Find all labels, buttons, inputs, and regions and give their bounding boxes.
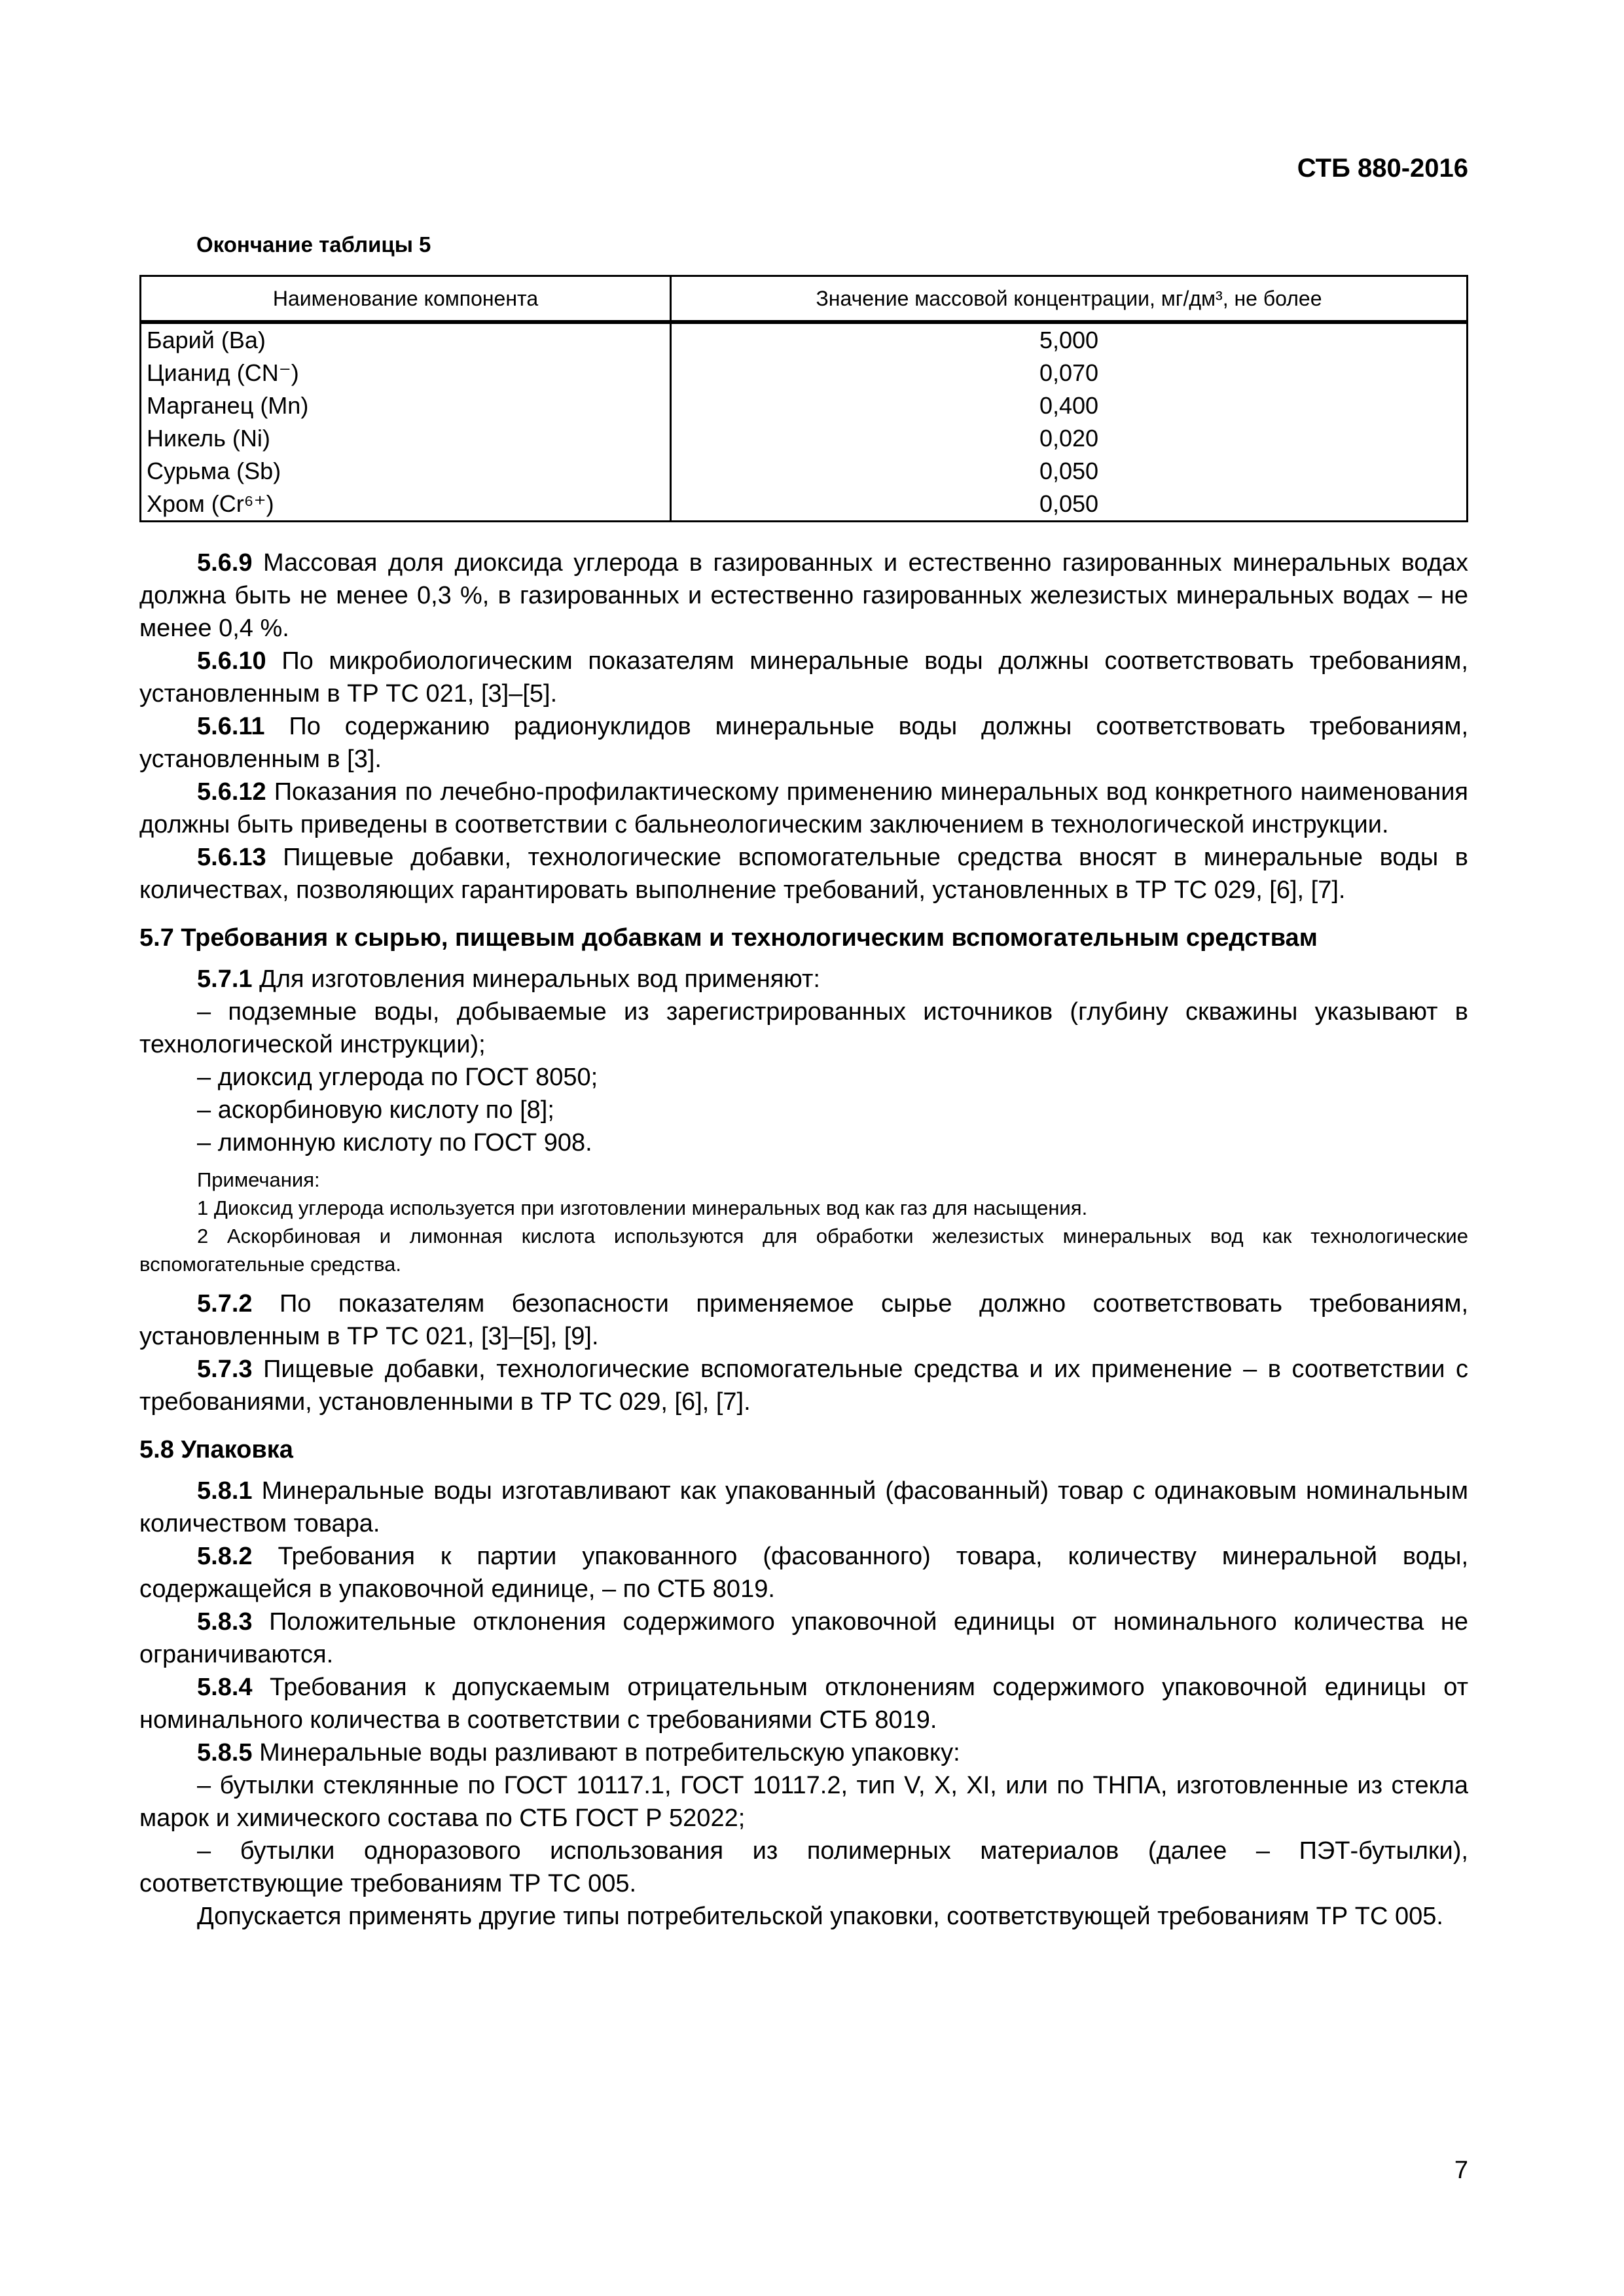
table-row <box>141 389 1468 422</box>
clause-text: По микробиологическим показателям минеральные воды должны соответствовать требованиям, установленным в ТР ТС 021, [3]–[5]. <box>139 647 1468 708</box>
clause-5-6-10 <box>139 645 1468 710</box>
clause-text: Минеральные воды разливают в потребительскую упаковку: <box>252 1739 960 1767</box>
component-name: Сурьма (Sb) <box>141 455 671 488</box>
table-caption: Окончание таблицы 5 <box>196 232 431 257</box>
clause-5-8-1 <box>139 1475 1468 1540</box>
clause-text: Требования к партии упакованного (фасованного) товара, количеству минеральной воды, содержащейся в упаковочной единице, – по СТБ 8019. <box>139 1543 1468 1603</box>
component-name: Никель (Ni) <box>141 422 671 455</box>
clause-5-7-2 <box>139 1287 1468 1353</box>
component-value: 0,050 <box>671 455 1468 488</box>
table-row <box>141 422 1468 455</box>
clause-number: 5.6.10 <box>197 647 266 675</box>
table-header-row <box>141 276 1468 323</box>
document-code: СТБ 880-2016 <box>1297 154 1468 183</box>
clause-number: 5.6.9 <box>197 549 253 577</box>
list-item: – подземные воды, добываемые из зарегистрированных источников (глубину скважины указывают в технологической инструкции); <box>139 998 1468 1058</box>
note-1: 1 Диоксид углерода используется при изготовлении минеральных вод как газ для насыщения. <box>197 1196 1088 1219</box>
list-item: – бутылки стеклянные по ГОСТ 10117.1, ГОСТ 10117.2, тип V, X, XI, или по ТНПА, изготовленные из стекла марок и химического состава по СТБ ГОСТ Р 52022; <box>139 1772 1468 1832</box>
clause-5-6-13 <box>139 841 1468 906</box>
clause-number: 5.8.2 <box>197 1543 253 1570</box>
component-value: 0,050 <box>671 488 1468 522</box>
component-value: 0,020 <box>671 422 1468 455</box>
table-5 <box>139 275 1468 522</box>
clause-5-8-3 <box>139 1605 1468 1671</box>
list-item: – лимонную кислоту по ГОСТ 908. <box>197 1129 592 1157</box>
clause-text: Для изготовления минеральных вод применяют: <box>252 965 820 993</box>
section-heading-5-7: 5.7 Требования к сырью, пищевым добавкам и технологическим вспомогательным средствам <box>139 924 1318 952</box>
clause-text: Положительные отклонения содержимого упаковочной единицы от номинального количества не ограничиваются. <box>139 1608 1468 1668</box>
clause-text: По показателям безопасности применяемое сырье должно соответствовать требованиям, установленным в ТР ТС 021, [3]–[5], [9]. <box>139 1290 1468 1350</box>
clause-text: Пищевые добавки, технологические вспомогательные средства и их применение – в соответствии с требованиями, установленными в ТР ТС 029, [6], [7]. <box>139 1355 1468 1416</box>
column-header-component: Наименование компонента <box>141 276 671 323</box>
closing-paragraph: Допускается применять другие типы потребительской упаковки, соответствующей требованиям ТР ТС 005. <box>197 1903 1443 1930</box>
list-item: – диоксид углерода по ГОСТ 8050; <box>197 1064 598 1091</box>
clause-5-6-9 <box>139 547 1468 645</box>
column-header-concentration: Значение массовой концентрации, мг/дм³, не более <box>671 276 1468 323</box>
clause-number: 5.7.2 <box>197 1290 253 1318</box>
clause-5-8-4 <box>139 1671 1468 1736</box>
clause-text: Требования к допускаемым отрицательным отклонениям содержимого упаковочной единицы от номинального количества в соответствии с требованиями СТБ 8019. <box>139 1674 1468 1734</box>
clause-5-8-2 <box>139 1540 1468 1605</box>
clause-text: Показания по лечебно-профилактическому применению минеральных вод конкретного наименования должны быть приведены в соответствии с бальнеологическим заключением в технологической инструкции. <box>139 778 1468 838</box>
component-name: Барий (Ba) <box>141 322 671 357</box>
clause-number: 5.6.13 <box>197 844 266 871</box>
section-heading-5-8: 5.8 Упаковка <box>139 1436 293 1463</box>
clause-text: По содержанию радионуклидов минеральные воды должны соответствовать требованиям, установленным в [3]. <box>139 713 1468 773</box>
clause-number: 5.8.3 <box>197 1608 253 1636</box>
component-name: Цианид (CN⁻) <box>141 357 671 389</box>
clause-5-8-5 <box>139 1736 1468 1769</box>
note-2: 2 Аскорбиновая и лимонная кислота используются для обработки железистых минеральных вод как технологические вспомогательные средства. <box>139 1225 1468 1276</box>
component-name: Хром (Cr⁶⁺) <box>141 488 671 522</box>
page-number: 7 <box>1454 2157 1468 2184</box>
clause-text: Минеральные воды изготавливают как упакованный (фасованный) товар с одинаковым номинальным количеством товара. <box>139 1477 1468 1537</box>
list-item: – бутылки одноразового использования из полимерных материалов (далее – ПЭТ-бутылки), соответствующие требованиям ТР ТС 005. <box>139 1837 1468 1897</box>
table-row <box>141 488 1468 522</box>
clause-number: 5.8.5 <box>197 1739 253 1767</box>
clause-5-6-11 <box>139 710 1468 776</box>
clause-text: Пищевые добавки, технологические вспомогательные средства вносят в минеральные воды в количествах, позволяющих гарантировать выполнение требований, установленных в ТР ТС 029, [6], [7]. <box>139 844 1468 904</box>
clause-5-7-1 <box>139 963 1468 996</box>
list-item: – аскорбиновую кислоту по [8]; <box>197 1096 554 1124</box>
table-row <box>141 455 1468 488</box>
clause-number: 5.6.12 <box>197 778 266 806</box>
clause-number: 5.8.4 <box>197 1674 253 1701</box>
clause-number: 5.6.11 <box>197 713 265 740</box>
clause-number: 5.8.1 <box>197 1477 253 1505</box>
clause-number: 5.7.1 <box>197 965 253 993</box>
component-value: 0,070 <box>671 357 1468 389</box>
component-value: 5,000 <box>671 322 1468 357</box>
table-row <box>141 357 1468 389</box>
component-name: Марганец (Mn) <box>141 389 671 422</box>
notes-title: Примечания: <box>197 1168 320 1191</box>
clause-5-7-3 <box>139 1353 1468 1418</box>
table-row <box>141 322 1468 357</box>
component-value: 0,400 <box>671 389 1468 422</box>
clause-5-6-12 <box>139 776 1468 841</box>
clause-number: 5.7.3 <box>197 1355 253 1383</box>
notes-block <box>139 1166 1468 1278</box>
document-body <box>139 547 1468 1933</box>
clause-text: Массовая доля диоксида углерода в газированных и естественно газированных минеральных водах должна быть не менее 0,3 %, в газированных и естественно газированных железистых минеральных водах – не менее 0,4 %. <box>139 549 1468 642</box>
